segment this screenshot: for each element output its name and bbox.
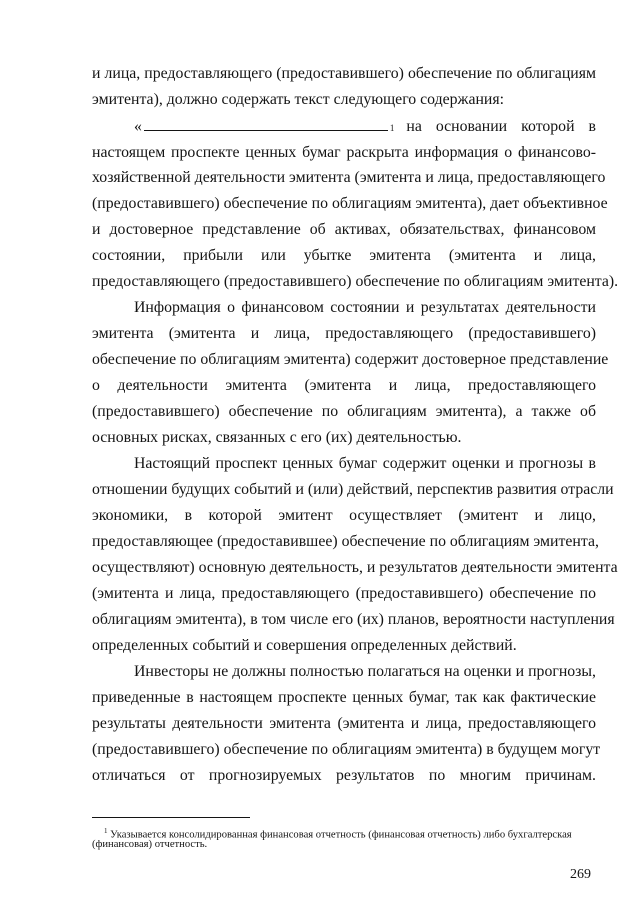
footnote-marker: 1: [104, 827, 108, 835]
footnote-reference: 1: [389, 123, 395, 133]
text-line: предоставляющего (предоставившего) обеспечение по облигациям эмитента).: [92, 273, 619, 290]
footnote-separator: [92, 817, 250, 818]
text-line: предоставляющее (предоставившее) обеспечение по облигациям эмитента,: [92, 533, 599, 550]
quote-line: [134, 117, 596, 138]
text-line: и лица, предоставляющего (предоставившего) обеспечение по облигациям: [92, 65, 596, 82]
blank-fill-line: [144, 117, 388, 131]
paragraph-first-line: Информация о финансовом состоянии и результатах деятельности: [134, 299, 596, 316]
text-line: состоянии, прибыли или убытке эмитента (эмитента и лица,: [92, 247, 596, 264]
text-line: определенных событий и совершения определенных действий.: [92, 637, 517, 654]
text-line: (эмитента и лица, предоставляющего (предоставившего) обеспечение по: [92, 585, 596, 602]
text-line: обеспечение по облигациям эмитента) содержит достоверное представление: [92, 351, 609, 368]
text-fragment: на основании которой в: [406, 118, 596, 135]
footnote-line: Указывается консолидированная финансовая отчетность (финансовая отчетность) либо бухгалтерская: [110, 829, 572, 841]
page-number: 269: [570, 867, 591, 882]
text-line: (предоставившего) обеспечение по облигациям эмитента), дает объективное: [92, 195, 608, 212]
text-line: эмитента), должно содержать текст следующего содержания:: [92, 91, 505, 108]
text-line: основных рисках, связанных с его (их) деятельностью.: [92, 429, 462, 446]
text-line: отношении будущих событий и (или) действий, перспектив развития отрасли: [92, 481, 614, 498]
text-line: настоящем проспекте ценных бумаг раскрыта информация о финансово-: [92, 144, 596, 161]
text-line: хозяйственной деятельности эмитента (эмитента и лица, предоставляющего: [92, 169, 606, 186]
text-line: осуществляют) основную деятельность, и результатов деятельности эмитента: [92, 559, 618, 576]
text-line: и достоверное представление об активах, обязательствах, финансовом: [92, 221, 596, 238]
text-line: (предоставившего) обеспечение по облигациям эмитента), а также об: [92, 403, 596, 420]
quote-open-mark: «: [134, 118, 142, 135]
text-line: о деятельности эмитента (эмитента и лица, предоставляющего: [92, 377, 596, 394]
text-line: приведенные в настоящем проспекте ценных бумаг, так как фактические: [92, 689, 596, 706]
text-line: (предоставившего) обеспечение по облигациям эмитента) в будущем могут: [92, 741, 601, 758]
paragraph-first-line: Инвесторы не должны полностью полагаться на оценки и прогнозы,: [134, 663, 596, 680]
text-line: экономики, в которой эмитент осуществляет (эмитент и лицо,: [92, 507, 596, 524]
text-line: эмитента (эмитента и лица, предоставляющего (предоставившего): [92, 325, 596, 342]
text-line: результаты деятельности эмитента (эмитента и лица, предоставляющего: [92, 715, 596, 732]
paragraph-first-line: Настоящий проспект ценных бумаг содержит оценки и прогнозы в: [134, 455, 596, 472]
text-line: отличаться от прогнозируемых результатов по многим причинам.: [92, 767, 596, 784]
footnote-line: (финансовая) отчетность.: [92, 839, 208, 850]
text-line: облигациям эмитента), в том числе его (их) планов, вероятности наступления: [92, 611, 615, 628]
